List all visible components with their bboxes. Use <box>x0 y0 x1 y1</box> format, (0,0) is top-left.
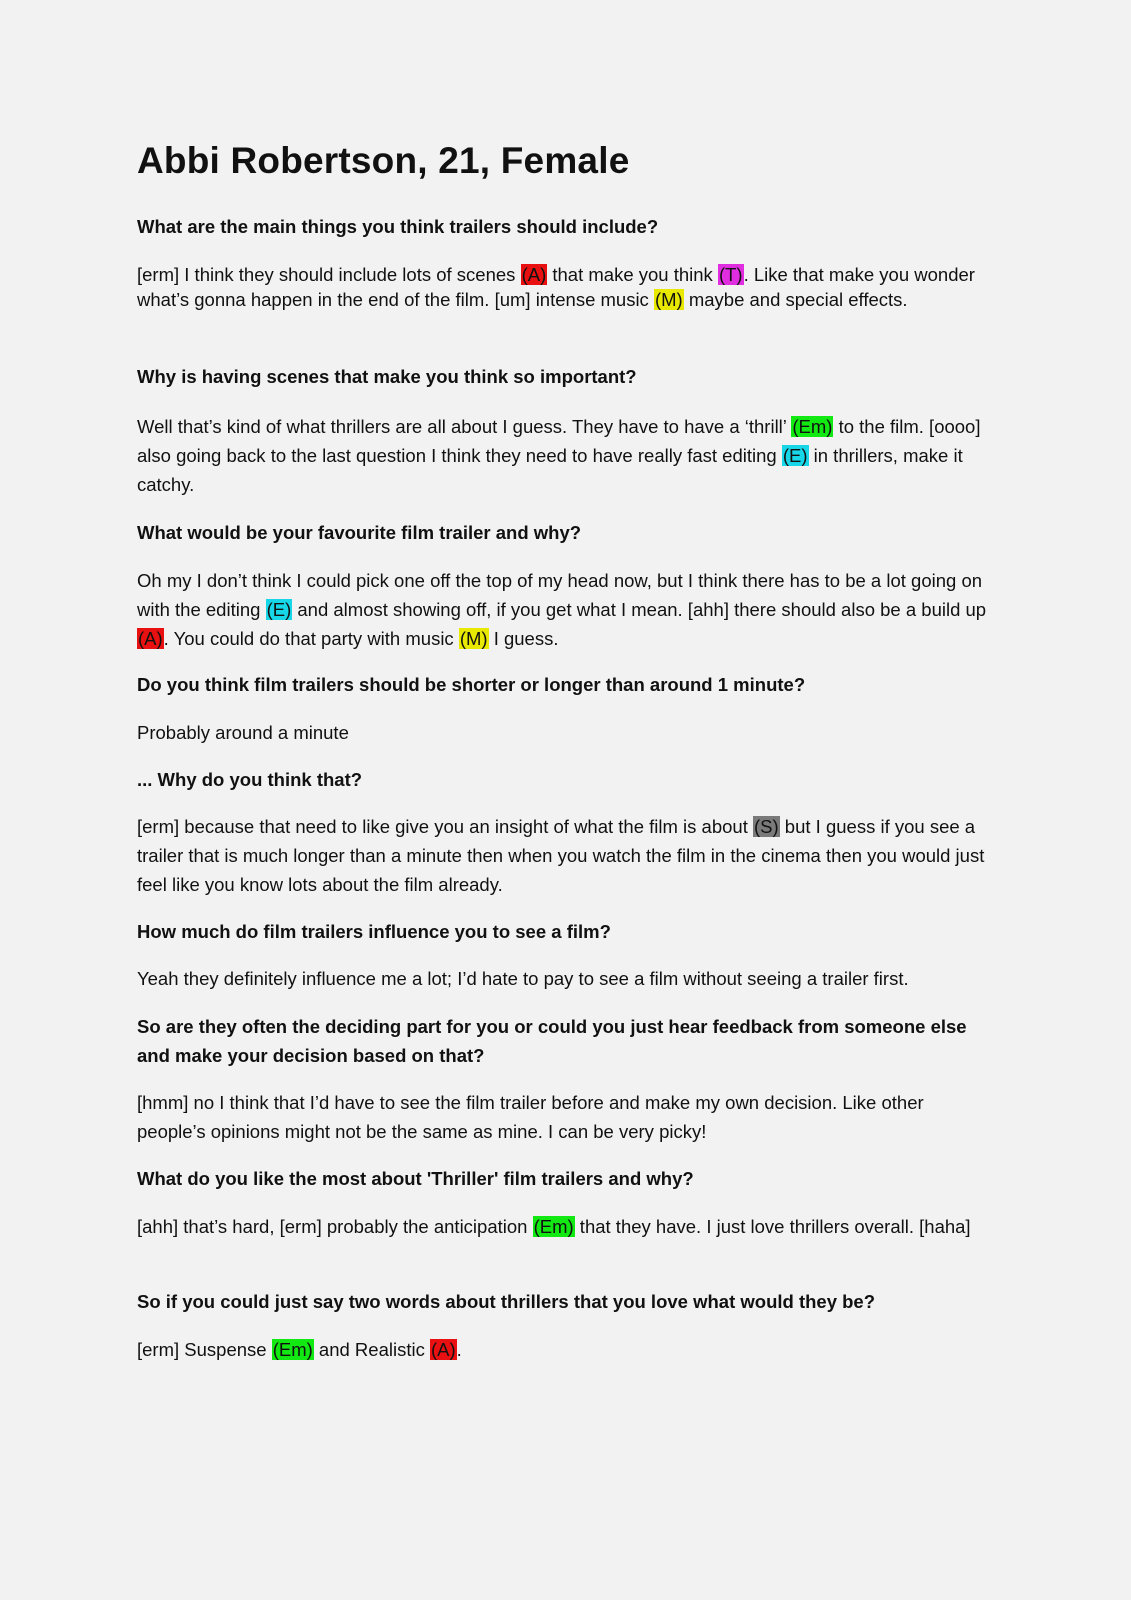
question-1: What are the main things you think trailers should include? <box>137 216 659 237</box>
code-tag: (A) <box>521 264 547 285</box>
code-tag: (T) <box>718 264 743 285</box>
answer-6: Yeah they definitely influence me a lot; I’d hate to pay to see a film without seeing a trailer first. <box>137 968 909 989</box>
question-3: What would be your favourite film trailer and why? <box>137 522 582 543</box>
answer-7: [hmm] no I think that I’d have to see the film trailer before and make my own decision. Like other people’s opinions might not be the same as mine. I can be very picky! <box>137 1092 924 1142</box>
answer-8: [ahh] that’s hard, [erm] probably the anticipation (Em) that they have. I just love thrillers overall. [haha] <box>137 1216 971 1237</box>
code-tag: (A) <box>430 1339 456 1360</box>
code-tag: (A) <box>138 628 163 649</box>
question-5: ... Why do you think that? <box>137 769 363 790</box>
code-tag: (M) <box>459 628 488 649</box>
answer-9: [erm] Suspense (Em) and Realistic (A). <box>137 1339 462 1360</box>
code-tag: (Em) <box>533 1216 574 1237</box>
question-9: So if you could just say two words about thrillers that you love what would they be? <box>137 1291 876 1312</box>
code-tag: (S) <box>754 816 779 837</box>
code-tag: (Em) <box>272 1339 313 1360</box>
answer-1: [erm] I think they should include lots of scenes (A) that make you think (T). Like that make you wonder what’s gonna happen in the end of the film. [um] intense music (M) maybe and special effects. <box>137 264 975 310</box>
code-tag: (M) <box>654 289 683 310</box>
answer-2: Well that’s kind of what thrillers are all about I guess. They have to have a ‘thrill’ (Em) to the film. [oooo] also going back to the last question I think they need to have really fast editing (E) in thrillers, make it catchy. <box>137 416 981 495</box>
answer-3: Oh my I don’t think I could pick one off the top of my head now, but I think there has to be a lot going on with the editing (E) and almost showing off, if you get what I mean. [ahh] there should also be a build up (A). You could do that party with music (M) I guess. <box>137 570 987 649</box>
code-tag: (E) <box>266 599 292 620</box>
code-tag: (Em) <box>792 416 833 437</box>
question-2: Why is having scenes that make you think so important? <box>137 366 637 387</box>
question-6: How much do film trailers influence you to see a film? <box>137 921 611 942</box>
question-4: Do you think film trailers should be shorter or longer than around 1 minute? <box>137 674 806 695</box>
page-title: Abbi Robertson, 21, Female <box>137 140 630 181</box>
question-7: So are they often the deciding part for you or could you just hear feedback from someone else and make your decision based on that? <box>137 1016 967 1066</box>
code-tag: (E) <box>782 445 808 466</box>
answer-4: Probably around a minute <box>137 722 349 743</box>
question-8: What do you like the most about 'Thriller' film trailers and why? <box>137 1168 694 1189</box>
answer-5: [erm] because that need to like give you an insight of what the film is about (S) but I guess if you see a trailer that is much longer than a minute then when you watch the film in the cinema then you would just feel like you know lots about the film already. <box>137 816 985 895</box>
